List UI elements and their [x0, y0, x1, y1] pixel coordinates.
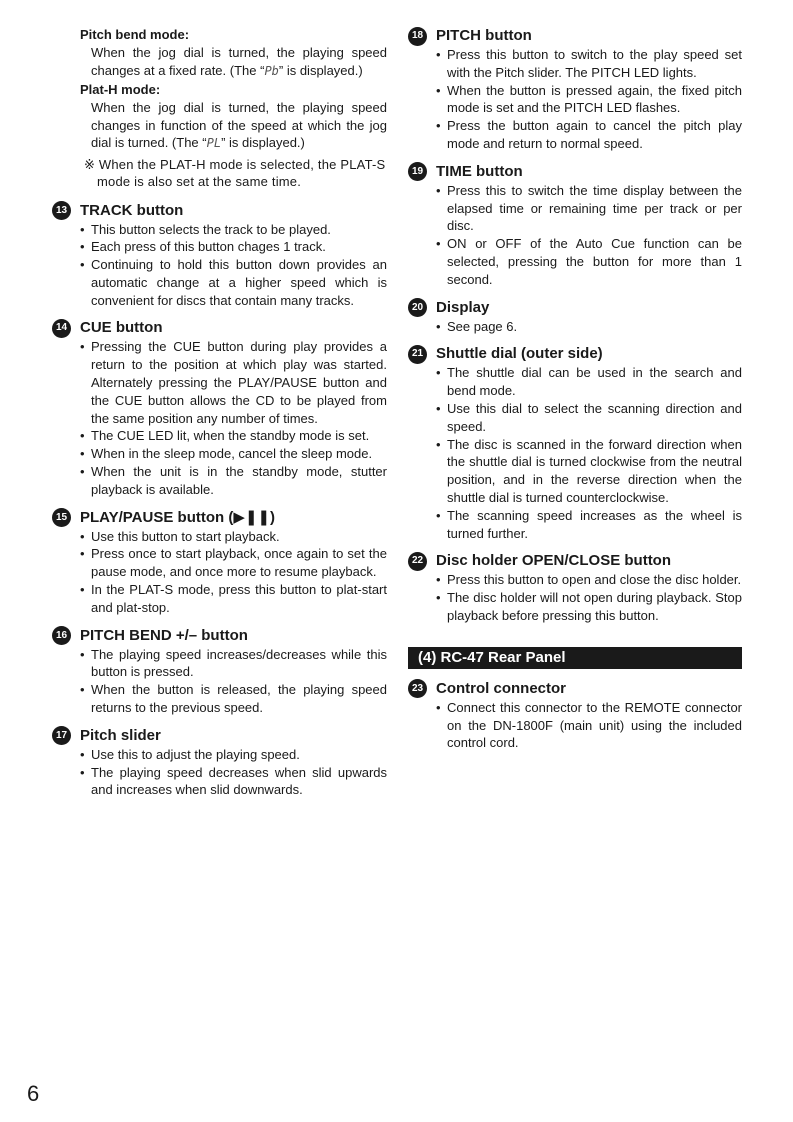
section-heading — [408, 344, 742, 364]
section-heading — [52, 726, 387, 746]
bullet-item: • This button selects the track to be played. — [80, 221, 387, 239]
plat-h-mode-text — [91, 99, 387, 153]
section-title: Shuttle dial (outer side) — [436, 345, 603, 363]
page-number: 6 — [27, 1081, 40, 1106]
plat-h-text-a: When the jog dial is turned, the playing speed changes in function of the speed at which the jog dial is turned. (The “ — [91, 100, 387, 150]
section-23 — [408, 679, 742, 752]
bullet-item: • The disc holder will not open during playback. Stop playback before pressing this button. — [436, 589, 742, 625]
section-number-badge: 21 — [408, 345, 427, 364]
section-heading — [408, 26, 742, 46]
bullet-item: • Press once to start playback, once again to set the pause mode, and once more to resume playback. — [80, 545, 387, 581]
bullet-item: • Press this button to switch to the play speed set with the Pitch slider. The PITCH LED lights. — [436, 46, 742, 82]
bullet-list — [408, 699, 742, 752]
section-number-badge: 22 — [408, 552, 427, 571]
section-15 — [52, 508, 387, 617]
section-number-badge: 23 — [408, 679, 427, 698]
bullet-list — [408, 46, 742, 153]
bullet-list — [408, 182, 742, 289]
bullet-list — [52, 746, 387, 799]
bullet-item: • Use this to adjust the playing speed. — [80, 746, 387, 764]
pitch-bend-text-b: ” is displayed.) — [278, 62, 363, 78]
pitch-bend-mode-heading: Pitch bend mode: — [80, 27, 190, 42]
section-number-badge: 18 — [408, 27, 427, 46]
lcd-pl-indicator: PL — [206, 136, 222, 150]
bullet-item: • Press this button to open and close the disc holder. — [436, 571, 742, 589]
section-number-badge: 20 — [408, 298, 427, 317]
right-column — [408, 26, 742, 761]
bullet-list — [408, 364, 742, 542]
bullet-list — [52, 528, 387, 617]
section-16 — [52, 626, 387, 717]
bullet-list — [52, 338, 387, 498]
bullet-item: • The scanning speed increases as the wheel is turned further. — [436, 507, 742, 543]
plat-h-text-b: ” is displayed.) — [221, 135, 305, 150]
section-title: CUE button — [80, 319, 163, 337]
section-heading — [408, 298, 742, 318]
section-heading — [52, 201, 387, 221]
pitch-bend-mode-block — [52, 26, 387, 80]
section-heading — [52, 626, 387, 646]
section-number-badge: 17 — [52, 726, 71, 745]
bullet-item: • Continuing to hold this button down provides an automatic change at a higher speed which is convenient for discs that contain many tracks. — [80, 256, 387, 309]
section-title: Control connector — [436, 679, 566, 697]
bullet-list — [408, 318, 742, 336]
section-19 — [408, 162, 742, 289]
section-number-badge: 13 — [52, 201, 71, 220]
bullet-item: • See page 6. — [436, 318, 742, 336]
section-number-badge: 14 — [52, 319, 71, 338]
section-title: Pitch slider — [80, 726, 161, 744]
bullet-item: • Each press of this button chages 1 track. — [80, 238, 387, 256]
section-20 — [408, 298, 742, 336]
section-number-badge: 15 — [52, 508, 71, 527]
bullet-item: • Use this button to start playback. — [80, 528, 387, 546]
bullet-list — [52, 221, 387, 310]
left-sections — [52, 201, 387, 800]
rear-panel-sections — [408, 679, 742, 752]
bullet-item: • The playing speed decreases when slid upwards and increases when slid downwards. — [80, 764, 387, 800]
bullet-list — [52, 646, 387, 717]
bullet-item: • When the unit is in the standby mode, stutter playback is available. — [80, 463, 387, 499]
section-number-badge: 16 — [52, 626, 71, 645]
section-heading — [408, 551, 742, 571]
plat-h-mode-heading: Plat-H mode: — [80, 82, 161, 97]
section-title: Disc holder OPEN/CLOSE button — [436, 552, 672, 570]
section-title: Display — [436, 298, 490, 316]
bullet-item: • The CUE LED lit, when the standby mode is set. — [80, 427, 387, 445]
section-title: PITCH BEND +/– button — [80, 626, 248, 644]
bullet-item: • Use this dial to select the scanning direction and speed. — [436, 400, 742, 436]
section-heading — [408, 679, 742, 699]
section-heading — [52, 508, 387, 528]
plat-h-note: ※ When the PLAT-H mode is selected, the PLAT-S mode is also set at the same time. — [84, 156, 386, 189]
bullet-item: • When the button is released, the playing speed returns to the previous speed. — [80, 681, 387, 717]
bullet-item: • Press the button again to cancel the pitch play mode and return to normal speed. — [436, 117, 742, 153]
rear-panel-heading: (4) RC-47 Rear Panel — [408, 647, 742, 669]
section-21 — [408, 344, 742, 542]
bullet-item: • Connect this connector to the REMOTE connector on the DN-1800F (main unit) using the included control cord. — [436, 699, 742, 752]
pitch-bend-mode-text — [91, 44, 387, 80]
bullet-item: • The playing speed increases/decreases while this button is pressed. — [80, 646, 387, 682]
bullet-list — [408, 571, 742, 624]
pitch-bend-text-a: When the jog dial is turned, the playing speed changes at a fixed rate. (The “ — [91, 45, 387, 78]
bullet-item: • Press this to switch the time display between the elapsed time or remaining time per track or per disc. — [436, 182, 742, 235]
left-column — [52, 26, 387, 808]
section-17 — [52, 726, 387, 799]
lcd-pb-indicator: Pb — [264, 63, 279, 78]
section-13 — [52, 201, 387, 310]
section-title: PLAY/PAUSE button (▶❚❚) — [80, 508, 275, 526]
bullet-item: • In the PLAT-S mode, press this button to plat-start and plat-stop. — [80, 581, 387, 617]
right-sections — [408, 26, 742, 625]
section-title: PITCH button — [436, 27, 532, 44]
bullet-item: • When the button is pressed again, the fixed pitch mode is set and the PITCH LED flashes. — [436, 82, 742, 118]
section-22 — [408, 551, 742, 624]
section-title: TRACK button — [80, 201, 184, 219]
section-title: TIME button — [436, 162, 523, 180]
section-number-badge: 19 — [408, 162, 427, 181]
section-18 — [408, 26, 742, 153]
plat-h-mode-block — [52, 81, 387, 153]
section-14 — [52, 318, 387, 498]
bullet-item: • The shuttle dial can be used in the search and bend mode. — [436, 364, 742, 400]
bullet-item: • ON or OFF of the Auto Cue function can be selected, pressing the button for more than 1 second. — [436, 235, 742, 288]
bullet-item: • When in the sleep mode, cancel the sleep mode. — [80, 445, 387, 463]
bullet-item: • Pressing the CUE button during play provides a return to the position at which play was started. Alternately pressing the PLAY/PAUSE button and the CUE button allows the CD to be played from the same position any number of times. — [80, 338, 387, 427]
bullet-item: • The disc is scanned in the forward direction when the shuttle dial is turned clockwise from the neutral position, and in the reverse direction when the shuttle dial is turned counterclockwise. — [436, 436, 742, 507]
section-heading — [52, 318, 387, 338]
section-heading — [408, 162, 742, 182]
